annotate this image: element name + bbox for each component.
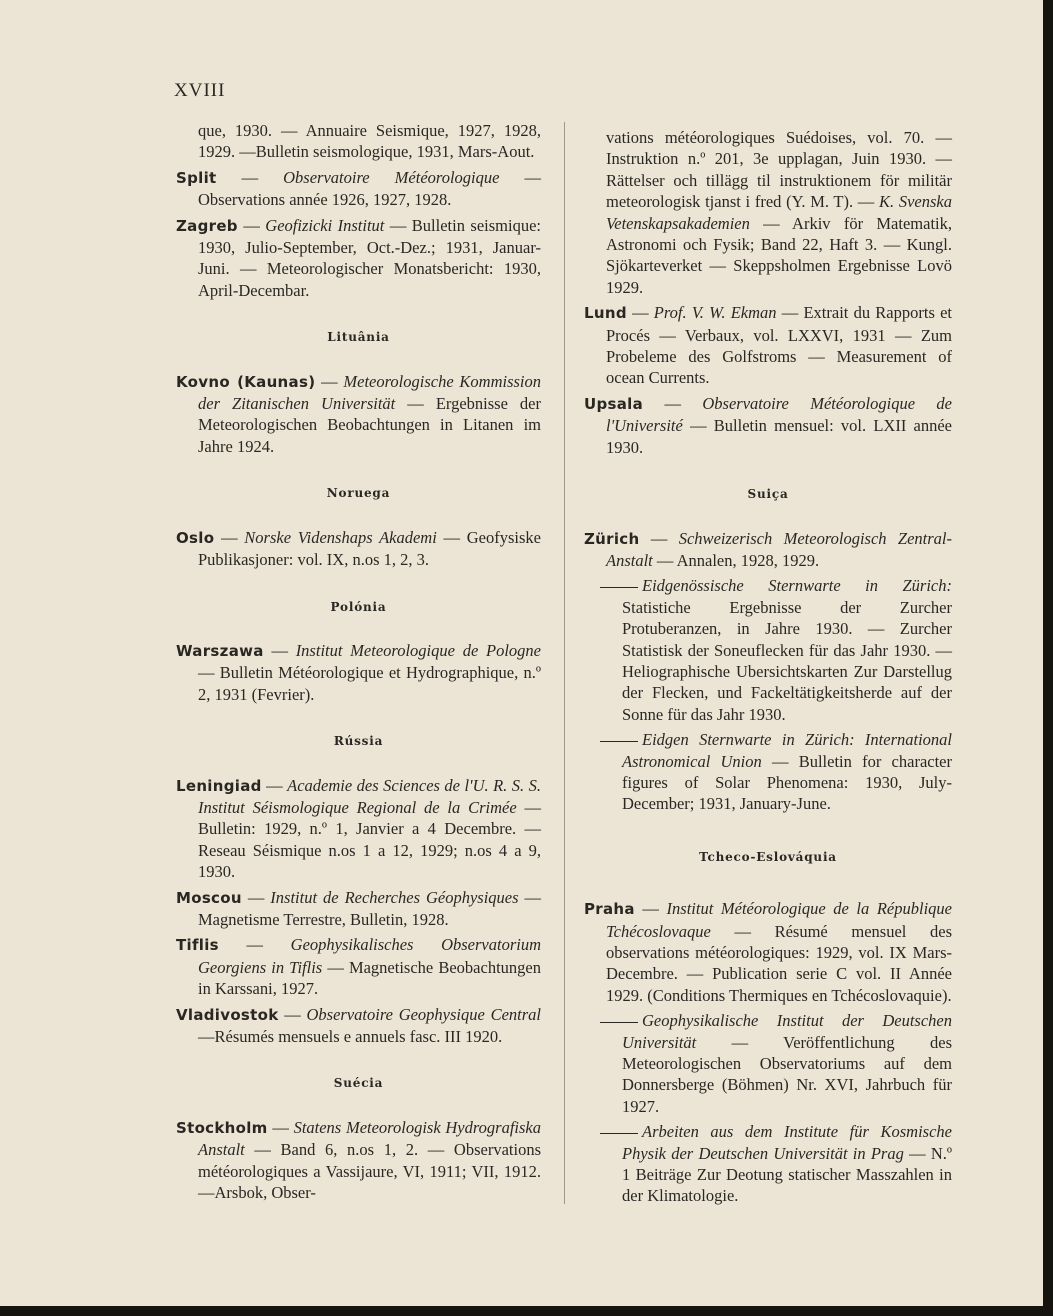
institution-name: Eidgen Sternwarte in Zürich: International Astronomical Union — [622, 730, 952, 771]
ditto-dash — [600, 1022, 638, 1023]
section-heading-polonia: Polónia — [330, 599, 387, 614]
institution-name: Prof. V. W. Ekman — [653, 303, 777, 323]
institution-name: Observatoire Geophysique Central — [306, 1004, 541, 1024]
institution-name: Meteorologische Kommission der Zitanischen Universität — [198, 371, 542, 414]
city-name: Tiflis — [176, 936, 219, 955]
left-column — [176, 120, 541, 1207]
city-name: Kovno (Kaunas) — [176, 372, 316, 391]
city-name: Zagreb — [176, 216, 238, 235]
section-heading-suica: Suiça — [747, 487, 789, 502]
entry-praha-kosmische: Arbeiten aus dem Institute für Kosmische Physik der Deutschen Universität in Prag — N.º 1 Beiträge Zur Deotung statischer Masszahlen in der Klimatologie. — [584, 1121, 952, 1207]
city-name: Moscou — [176, 888, 242, 907]
institution-name: Observatoire Météorologique — [283, 167, 500, 187]
entry-zurich: Zürich — Schweizerisch Meteorologisch Zentral-Anstalt — Annalen, 1928, 1929. — [584, 528, 953, 570]
entry-zurich-iau: Eidgen Sternwarte in Zürich: International Astronomical Union — Bulletin for character figures of Solar Phenomena: 1930, July-December; 1931, January-June. — [584, 729, 952, 815]
continuation-text: que, 1930. — Annuaire Seismique, 1927, 1928, 1929. —Bulletin seismologique, 1931, Mars-Aout. — [198, 121, 541, 162]
city-name: Split — [176, 168, 217, 187]
institution-name: Schweizerisch Meteorologisch Zentral-Anstalt — [606, 528, 953, 570]
city-name: Zürich — [584, 529, 640, 548]
continuation-text: vations météorologiques Suédoises, vol. 70. — Instruktion n.º 201, 3e upplagan, Juin 1930. — Rättelser och tillägg til instruktionem för militär meteorologisk tjanst i fred (Y. M. T). — K. Svenska Vetenskapsakademien — Arkiv för Matematik, Astronomi och Fysik; Band 22, Haft 3. — Kungl. Sjökarteverket — Skeppsholmen Ergebnisse Lovö 1929. — [606, 128, 952, 297]
ditto-dash — [600, 1133, 638, 1134]
institution-name: Arbeiten aus dem Institute für Kosmische Physik der Deutschen Universität in Prag — [622, 1122, 952, 1163]
entry-kovno: Kovno (Kaunas) — Meteorologische Kommission der Zitanischen Universität — Ergebnisse der Meteorologischen Beobachtungen in Litanen im Jahre 1924. — [176, 371, 542, 456]
institution-name: Geophysikalische Institut der Deutschen Universität — [622, 1011, 952, 1052]
entry-upsala: Upsala — Observatoire Météorologique de l'Université — Bulletin mensuel: vol. LXII année 1930. — [584, 393, 953, 457]
city-name: Upsala — [584, 394, 644, 413]
institution-name: Academie des Sciences de l'U. R. S. S. Institut Séismologique Regional de la Crimée — [198, 775, 542, 817]
entry-oslo: Oslo — Norske Videnshaps Akademi — Geofysiske Publikasjoner: vol. IX, n.os 1, 2, 3. — [176, 527, 541, 570]
institution-name: Norske Videnshaps Akademi — [244, 527, 437, 547]
right-column — [584, 127, 952, 1211]
entry-praha-geophysik: Geophysikalische Institut der Deutschen Universität — Veröffentlichung des Meteorologischen Observatoriums auf dem Donnersberge (Böhmen) Nr. XVI, Jahrbuch für 1927. — [584, 1010, 952, 1117]
entry-zagreb: Zagreb — Geofizicki Institut — Bulletin seismique: 1930, Julio-September, Oct.-Dez.; 1931, Januar-Juni. — Meteorologischer Monatsbericht: 1930, April-Decembar. — [176, 215, 541, 300]
institution-name: K. Svenska Vetenskapsakademien — [606, 192, 952, 233]
section-heading-lituania: Lituânia — [327, 330, 390, 345]
entry-lund: Lund — Prof. V. W. Ekman — Extrait du Rapports et Procés — Verbaux, vol. LXXVI, 1931 — Zum Probeleme des Golfstroms — Measurement of ocean Currents. — [584, 303, 953, 388]
city-name: Stockholm — [176, 1118, 268, 1137]
entry-stockholm: Stockholm — Statens Meteorologisk Hydrografiska Anstalt — Band 6, n.os 1, 2. — Observations météorologiques a Vassijaure, VI, 1911; VII, 1912. —Arsbok, Obser- — [176, 1117, 542, 1203]
city-name: Lund — [584, 304, 627, 323]
entry-moscou: Moscou — Institut de Recherches Géophysiques — Magnetisme Terrestre, Bulletin, 1928. — [176, 887, 542, 929]
entry-leningrad: Leningiad — Academie des Sciences de l'U. R. S. S. Institut Séismologique Regional de la Crimée — Bulletin: 1929, n.º 1, Janvier a 4 Decembre. — Reseau Séismique n.os 1 a 12, 1929; n.os 4 a 9, 1930. — [176, 775, 542, 882]
scan-edge-bottom — [0, 1306, 1053, 1316]
institution-name: Statens Meteorologisk Hydrografiska Anstalt — [198, 1117, 542, 1160]
ditto-dash — [600, 741, 638, 742]
page-number: XVIII — [174, 80, 226, 101]
institution-name: Observatoire Météorologique de l'Université — [606, 393, 953, 436]
entry-zurich-sternwarte: Eidgenössische Sternwarte in Zürich: Statistiche Ergebnisse der Zurcher Protuberanzen, in Jahre 1930. — Zurcher Statistisk der Soneuflecken für das Jahr 1930. — Heliographische Ubersichtskarten Zur Darstellug der Flecken, und Fackeltätigkeitsherde auf der Sonne für das Jahr 1930. — [584, 575, 952, 725]
section-heading-russia: Rússia — [333, 734, 384, 749]
institution-name: Geophysikalisches Observatorium Georgiens in Tiflis — [198, 935, 542, 977]
city-name: Leningiad — [176, 776, 262, 795]
city-name: Praha — [584, 900, 635, 919]
institution-name: Institut Meteorologique de Pologne — [295, 640, 541, 660]
city-name: Warszawa — [176, 641, 264, 660]
institution-name: Institut Météorologique de la République Tchécoslovaque — [606, 899, 952, 941]
institution-name: Institut de Recherches Géophysiques — [270, 887, 519, 907]
section-heading-suecia: Suécia — [333, 1076, 384, 1091]
column-divider — [564, 122, 565, 1204]
city-name: Vladivostok — [176, 1005, 279, 1024]
entry-tiflis: Tiflis — Geophysikalisches Observatorium Georgiens in Tiflis — Magnetische Beobachtungen in Karssani, 1927. — [176, 935, 542, 999]
city-name: Oslo — [176, 528, 215, 547]
institution-name: Geofizicki Institut — [265, 215, 385, 235]
entry-vladivostok: Vladivostok — Observatoire Geophysique Central—Résumés mensuels e annuels fasc. III 1920. — [176, 1004, 541, 1046]
entry-split: Split — Observatoire Météorologique — Observations année 1926, 1927, 1928. — [176, 167, 542, 210]
entry-praha: Praha — Institut Météorologique de la République Tchécoslovaque — Résumé mensuel des observations météorologiques: 1929, vol. IX Mars-Decembre. — Publication serie C vol. II Année 1929. (Conditions Thermiques en Tchécoslovaquie). — [584, 899, 952, 1005]
scan-edge-right — [1043, 0, 1053, 1316]
institution-name: Eidgenössische Sternwarte in Zürich: — [642, 576, 952, 596]
ditto-dash — [600, 587, 638, 588]
entry-warszawa: Warszawa — Institut Meteorologique de Pologne — Bulletin Météorologique et Hydrographique, n.º 2, 1931 (Fevrier). — [176, 640, 541, 704]
section-heading-noruega: Noruega — [326, 486, 391, 501]
section-heading-tcheco: Tcheco-Eslováquia — [699, 849, 837, 864]
